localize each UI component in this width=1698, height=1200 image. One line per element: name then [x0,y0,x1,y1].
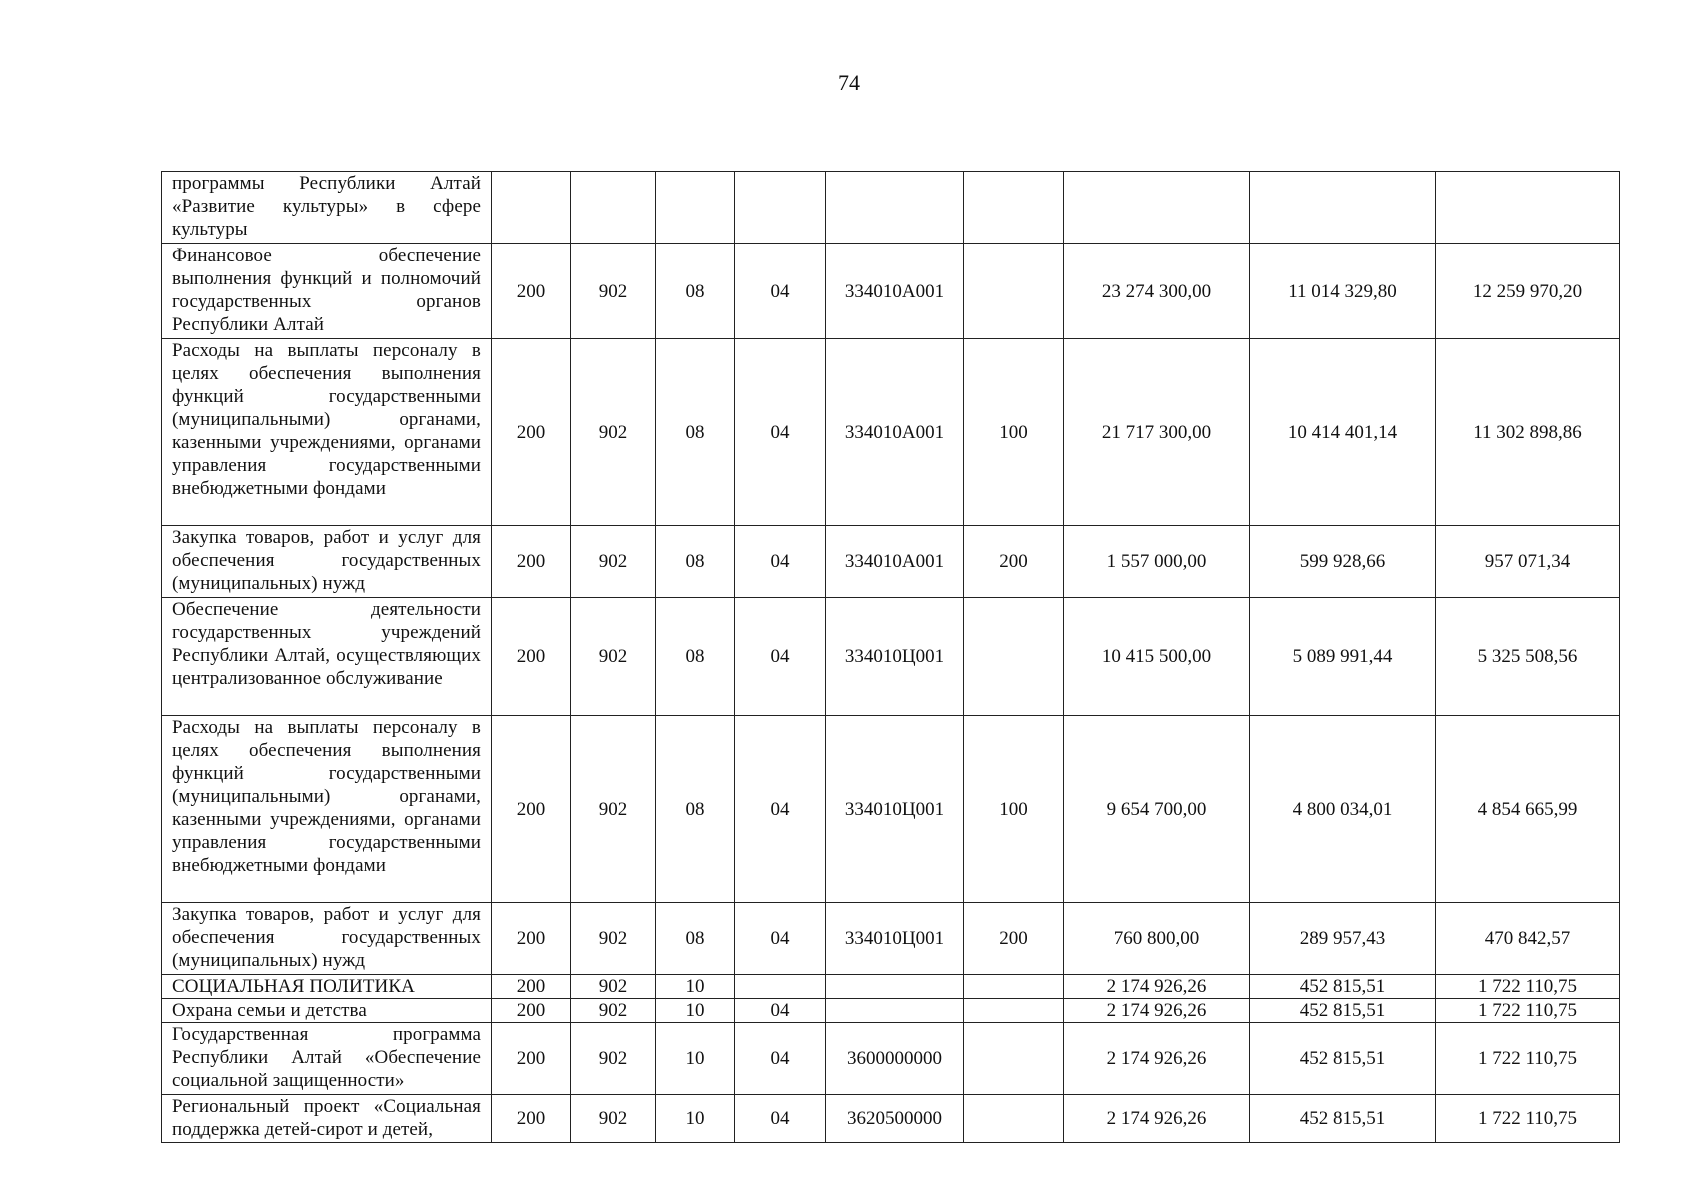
section-code: 08 [656,339,735,526]
table-row [162,526,1620,598]
subsection-code [735,975,826,999]
amount-executed: 5 089 991,44 [1250,598,1436,716]
expense-type-code [964,244,1064,339]
ministry-code: 902 [571,244,656,339]
amount-executed: 452 815,51 [1250,975,1436,999]
ad-code: 200 [492,975,571,999]
amount-executed: 4 800 034,01 [1250,716,1436,903]
ministry-code: 902 [571,975,656,999]
amount-remaining: 5 325 508,56 [1436,598,1620,716]
section-code: 08 [656,716,735,903]
ad-code: 200 [492,716,571,903]
page-number: 74 [838,70,860,95]
table-row [162,999,1620,1023]
ad-code: 200 [492,1095,571,1143]
ministry-code [571,172,656,244]
target-article-code: 3600000000 [826,1023,964,1095]
subsection-code: 04 [735,598,826,716]
amount-remaining: 1 722 110,75 [1436,999,1620,1023]
ministry-code: 902 [571,598,656,716]
target-article-code: 334010Ц001 [826,903,964,975]
amount-remaining: 12 259 970,20 [1436,244,1620,339]
amount-remaining: 470 842,57 [1436,903,1620,975]
row-description: Охрана семьи и детства [162,999,492,1023]
subsection-code: 04 [735,1023,826,1095]
table-row [162,1023,1620,1095]
subsection-code: 04 [735,244,826,339]
section-code: 08 [656,598,735,716]
amount-planned: 2 174 926,26 [1064,1023,1250,1095]
table-row [162,244,1620,339]
ministry-code: 902 [571,1095,656,1143]
expense-type-code [964,1095,1064,1143]
amount-planned: 2 174 926,26 [1064,1095,1250,1143]
row-description: Закупка товаров, работ и услуг для обеспечения государственных (муниципальных) нужд [162,903,492,975]
amount-planned: 760 800,00 [1064,903,1250,975]
amount-executed: 11 014 329,80 [1250,244,1436,339]
section-code: 10 [656,975,735,999]
expense-type-code [964,598,1064,716]
target-article-code [826,172,964,244]
ad-code: 200 [492,598,571,716]
table-body [162,172,1620,1143]
amount-executed: 289 957,43 [1250,903,1436,975]
amount-remaining: 1 722 110,75 [1436,975,1620,999]
ministry-code: 902 [571,1023,656,1095]
row-description: Государственная программа Республики Алтай «Обеспечение социальной защищенности» [162,1023,492,1095]
section-code: 10 [656,1095,735,1143]
amount-planned: 1 557 000,00 [1064,526,1250,598]
subsection-code: 04 [735,339,826,526]
expense-type-code: 200 [964,903,1064,975]
budget-table [161,171,1620,1143]
subsection-code: 04 [735,526,826,598]
target-article-code: 334010А001 [826,526,964,598]
amount-executed: 452 815,51 [1250,999,1436,1023]
section-code: 10 [656,999,735,1023]
subsection-code: 04 [735,903,826,975]
ad-code: 200 [492,903,571,975]
row-description: Финансовое обеспечение выполнения функций и полномочий государственных органов Республики Алтай [162,244,492,339]
ministry-code: 902 [571,716,656,903]
amount-planned: 21 717 300,00 [1064,339,1250,526]
table-row [162,339,1620,526]
expense-type-code: 200 [964,526,1064,598]
ministry-code: 902 [571,339,656,526]
section-code: 08 [656,244,735,339]
table-row [162,172,1620,244]
amount-planned: 9 654 700,00 [1064,716,1250,903]
amount-remaining: 1 722 110,75 [1436,1023,1620,1095]
row-description: Расходы на выплаты персоналу в целях обеспечения выполнения функций государственными (муниципальными) органами, казенными учреждениями, органами управления государственными внебюджетными фондами [162,339,492,526]
target-article-code: 334010А001 [826,244,964,339]
row-description: Закупка товаров, работ и услуг для обеспечения государственных (муниципальных) нужд [162,526,492,598]
target-article-code: 334010А001 [826,339,964,526]
row-description: Обеспечение деятельности государственных учреждений Республики Алтай, осуществляющих централизованное обслуживание [162,598,492,716]
ad-code: 200 [492,244,571,339]
ad-code: 200 [492,526,571,598]
amount-remaining: 11 302 898,86 [1436,339,1620,526]
section-code: 10 [656,1023,735,1095]
expense-type-code [964,999,1064,1023]
ad-code: 200 [492,999,571,1023]
amount-remaining: 957 071,34 [1436,526,1620,598]
table-row [162,1095,1620,1143]
target-article-code: 334010Ц001 [826,716,964,903]
ad-code: 200 [492,339,571,526]
expense-type-code: 100 [964,339,1064,526]
amount-executed: 452 815,51 [1250,1023,1436,1095]
amount-planned: 10 415 500,00 [1064,598,1250,716]
ad-code: 200 [492,1023,571,1095]
amount-executed: 10 414 401,14 [1250,339,1436,526]
target-article-code: 3620500000 [826,1095,964,1143]
amount-remaining [1436,172,1620,244]
table-row [162,975,1620,999]
section-code: 08 [656,903,735,975]
row-description: Региональный проект «Социальная поддержка детей-сирот и детей, [162,1095,492,1143]
subsection-code: 04 [735,999,826,1023]
ministry-code: 902 [571,999,656,1023]
section-code: 08 [656,526,735,598]
ministry-code: 902 [571,903,656,975]
expense-type-code [964,172,1064,244]
subsection-code: 04 [735,716,826,903]
amount-planned: 2 174 926,26 [1064,999,1250,1023]
amount-planned: 2 174 926,26 [1064,975,1250,999]
amount-planned: 23 274 300,00 [1064,244,1250,339]
row-description: программы Республики Алтай «Развитие культуры» в сфере культуры [162,172,492,244]
section-code [656,172,735,244]
expense-type-code [964,1023,1064,1095]
amount-planned [1064,172,1250,244]
subsection-code: 04 [735,1095,826,1143]
ministry-code: 902 [571,526,656,598]
subsection-code [735,172,826,244]
row-description: Расходы на выплаты персоналу в целях обеспечения выполнения функций государственными (муниципальными) органами, казенными учреждениями, органами управления государственными внебюджетными фондами [162,716,492,903]
target-article-code [826,975,964,999]
expense-type-code [964,975,1064,999]
target-article-code [826,999,964,1023]
amount-executed: 599 928,66 [1250,526,1436,598]
table-row [162,598,1620,716]
table-row [162,903,1620,975]
amount-executed [1250,172,1436,244]
target-article-code: 334010Ц001 [826,598,964,716]
table-row [162,716,1620,903]
ad-code [492,172,571,244]
row-description: СОЦИАЛЬНАЯ ПОЛИТИКА [162,975,492,999]
amount-remaining: 4 854 665,99 [1436,716,1620,903]
expense-type-code: 100 [964,716,1064,903]
amount-executed: 452 815,51 [1250,1095,1436,1143]
amount-remaining: 1 722 110,75 [1436,1095,1620,1143]
